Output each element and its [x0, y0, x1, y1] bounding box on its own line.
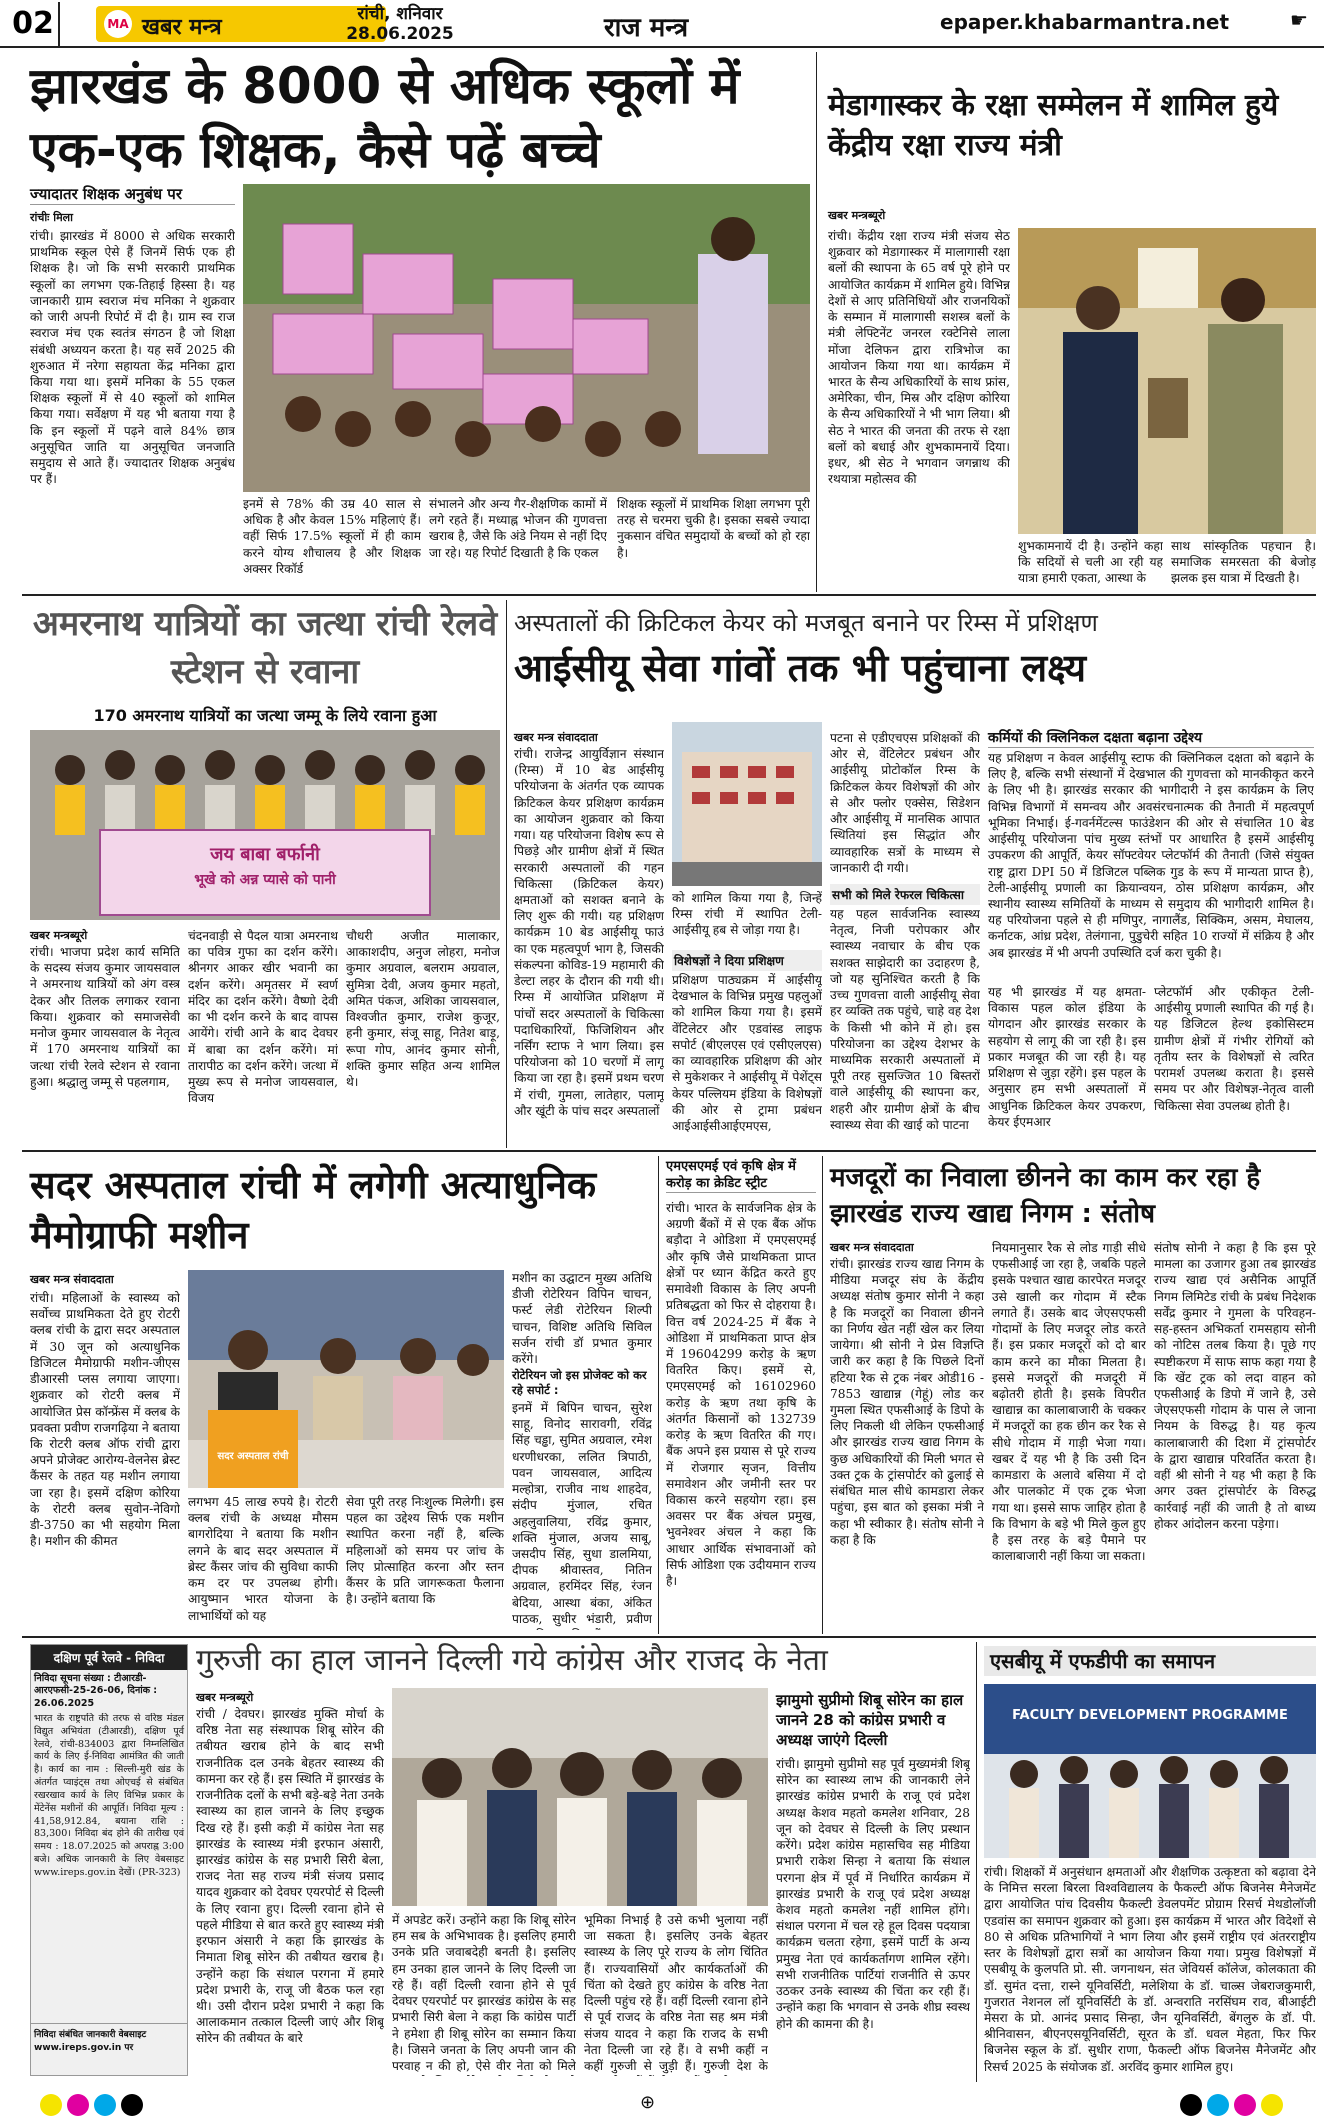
byline-food-corporation: खबर मन्त्र संवाददाता: [830, 1241, 914, 1254]
byline-amarnath: खबर मन्त्रब्यूरो: [30, 929, 88, 942]
byline-mammography: खबर मन्त्र संवाददाता: [30, 1273, 114, 1286]
column-divider: [976, 1642, 977, 2082]
tender-body: भारत के राष्ट्रपति की तरफ से वरिष्ठ मंडल विद्युत अभियंता (टीआरडी), दक्षिण पूर्व रेलवे, रांची-834003 द्वारा निम्नलिखित कार्य के लिए ई-निविदा आमंत्रित की जाती है। कार्य का नाम : सिल्ली-मुरी खंड के अंतर्गत प्वाइंट्स तथा ओएचई से संबंधित रखरखाव कार्य के लिए विभिन्न प्रकार के मेंटेनेंस मशीनों की आपूर्ति। निविदा मूल्य : 41,58,912.84, बयाना राशि : 83,300। निविदा बंद होने की तारीख एवं समय : 18.07.2025 को अपराह्न 3:00 बजे। अधिक जानकारी के लिए वेबसाइट www.ireps.gov.in देखें। (PR-323): [34, 1713, 184, 1878]
story-sbu-fdp: रांची। शिक्षकों में अनुसंधान क्षमताओं और शैक्षणिक उत्कृष्टता को बढ़ावा देने के निमित्त सरला बिरला विश्वविद्यालय के फैकल्टी ऑफ बिजनेस मैनेजमेंट द्वारा आयोजित पांच दिवसीय फैकल्टी डेवलपमेंट प्रोग्राम रिसर्च मेथडोलॉजी एडवांस का समापन शुक्रवार को हुआ। इस कार्यक्रम में भारत और विदेशों से 80 से अधिक प्रतिभागियों ने भाग लिया और इसमें राष्ट्रीय एवं अंतरराष्ट्रीय स्तर के विशेषज्ञों द्वारा सत्रों का आयोजन किया गया। प्रमुख विशेषज्ञों में एसबीयू के कुलपति प्रो. सी. जगनाथन, संत जेवियर्स कॉलेज, कोलकाता की डॉ. सुमंत दत्ता, रास्ने यूनिवर्सिटी, मलेशिया के डॉ. चाल्र्स जेबराजकुमारी, गुजरात नेशनल लॉ यूनिवर्सिटी के डॉ. अन्वराति नरसिंघम राव, बीआईटी मेसरा के प्रो. आनंद प्रसाद सिन्हा, जैन यूनिवर्सिटी, बेंगलुरु के डॉ. पी. श्रीनिवासन, बीएनएसयूनिवर्सिटी, सूरत के डॉ. धवल मेहता, फिर फिर बिजनेस स्कूल के डॉ. सुधीर राणा, फैकल्टी ऑफ बिजनेस मैनेजमेंट और रिसर्च 2025 के संयोजक डॉ. अरविंद कुमार शामिल हुए।: [984, 1865, 1316, 2074]
overline-icu: अस्पतालों की क्रिटिकल केयर को मजबूत बनाने पर रिम्स में प्रशिक्षण: [514, 609, 1098, 637]
story-icu-col4b: यह भी झारखंड में यह क्षमता-विकास पहल कोल इंडिया के योगदान और झारखंड सरकार के सहयोग से लागू की जा रही है। इस प्रकार मजबूत की जा रही है। यह प्रशिक्षण से जुड़ा रहेंगे। इस पहल के अनुसार हम सभी अस्पतालों में आधुनिक क्रिटिकल केयर उपकरण, केयर ईएमआर: [988, 985, 1146, 1129]
headline-icu: आईसीयू सेवा गांवों तक भी पहुंचाना लक्ष्य: [514, 646, 1087, 690]
group-photo-illustration: [30, 730, 500, 920]
pointer-hand-icon: ☛: [1290, 8, 1308, 32]
story-madagascar-col1: रांची। केंद्रीय रक्षा राज्य मंत्री संजय सेठ शुक्रवार को मेडागास्कर में मालागासी रक्षा बलों की स्थापना के 65 वर्ष पूरे होने पर आयोजित कार्यक्रम में शामिल हुये। विभिन्न देशों से आए प्रतिनिधियों और राजनयिकों के सम्मान में मालागासी सशस्त्र बलों के मंत्री लेफ्टिनेंट जनरल रक्टेनिसे लाला मोंजा देलिफन द्वारा रात्रिभोज का आयोजन किया गया था। कार्यक्रम में भारत के सैन्य अधिकारियों के साथ फ्रांस, अमेरिका, चीन, मिस्र और दक्षिण कोरिया के सैन्य अधिकारियों ने भी भाग लिया। श्री सेठ ने भारत की जनता की तरफ से रक्षा बलों को बधाई और शुभकामनायें दिया। इधर, श्री सेठ ने भगवान जगन्नाथ की रथयात्रा महोत्सव की: [828, 229, 1010, 487]
subhead-icu-referral: सभी को मिले रेफरल चिकित्सा: [830, 884, 980, 905]
photo-madagascar-handshake: [1018, 228, 1316, 534]
story-guruji-col1: रांची / देवघर। झारखंड मुक्ति मोर्चा के वरिष्ठ नेता सह संस्थापक शिबू सोरेन की तबीयत खराब होने के बाद सभी राजनीतिक दल उनके बेहतर स्वास्थ्य की कामना कर रहे हैं। इस स्थिति में झारखंड के राजनीतिक दलों के सभी बड़े-बड़े नेता उनके स्वास्थ्य का हाल जानने के लिए इच्छुक दिख रहे हैं। इसी कड़ी में कांग्रेस नेता सह झारखंड के स्वास्थ्य मंत्री इरफान अंसारी, झारखंड कांग्रेस के सह प्रभारी सिरी बेला, राजद नेता सह राज्य मंत्री संजय प्रसाद यादव शुक्रवार को देवघर एयरपोर्ट से दिल्ली के लिए रवाना हुए। दिल्ली रवाना होने से पहले मीडिया से बात करते हुए स्वास्थ्य मंत्री इरफान अंसारी ने कहा कि झारखंड के निमाता शिबू सोरेन की तबीयत खराब है। उन्होंने कहा कि संथाल परगना में हमारे प्रदेश प्रभारी के, राजू जी बैठक फल रहा थी। उसी दौरान प्रदेश प्रभारी ने कहा कि आलाकमान तत्काल दिल्ली जाएं और शिबू सोरेन की तबीयत के बारे: [196, 1707, 384, 2046]
photo-sbu-event: [984, 1684, 1316, 1858]
section-rule: [22, 1150, 1316, 1152]
headline-sbu-fdp: एसबीयू में एफडीपी का समापन: [984, 1646, 1316, 1676]
story-madagascar-col2: शुभकामनायें दी है। उन्होंने कहा कि सदियों से चली आ रही यह यात्रा हमारी एकता, आस्था के: [1018, 539, 1163, 586]
story-schools-col4: शिक्षक स्कूलों में प्राथमिक शिक्षा लगभग पूरी तरह से चरमरा चुकी है। इसका सबसे ज्यादा नुकसान वंचित समुदायों के बच्चों को हो रहा है।: [617, 497, 810, 560]
headline-schools: झारखंड के 8000 से अधिक स्कूलों में एक-एक शिक्षक, कैसे पढ़ें बच्चे: [30, 57, 740, 179]
handshake-photo-illustration: [1018, 228, 1316, 534]
section-rule: [22, 594, 1316, 596]
story-bank: रांची। भारत के सार्वजनिक क्षेत्र के अग्रणी बैंकों में से एक बैंक ऑफ बड़ौदा ने ओडिशा में एमएसएमई और कृषि जैसे प्राथमिकता प्राप्त क्षेत्रों पर ध्यान केंद्रित करते हुए समावेशी विकास के लिए अपनी प्रतिबद्धता को फिर से दोहराया है। वित्त वर्ष 2024-25 में बैंक ने ओडिशा में प्राथमिकता प्राप्त क्षेत्र में 19604299 करोड़ के ऋण वितरित किए। इसमें से, एमएसएमई को 16102960 करोड़ के ऋण तथा कृषि के अंतर्गत किसानों को 132739 करोड़ के ऋण वितरित की गए। बैंक अपने इस प्रयास से पूरे राज्य में रोजगार सृजन, वित्तीय समावेशन और जमीनी स्तर पर विकास करने सहयोग रहा। इस अवसर पर बैंक अंचल प्रमुख, भुवनेश्वर अंचल ने कहा कि आधार आर्थिक संभावनाओं को सिर्फ ओडिशा एक उदीयमान राज्य है।: [666, 1201, 816, 1589]
story-amarnath-col2: चंदनवाड़ी से पैदल यात्रा अमरनाथ का पवित्र गुफा का दर्शन करेंगे। श्रीनगर आकर खीर भवानी का दर्शन करेंगे। अमृतसर में स्वर्ण मंदिर का दर्शन करेंगे। वैष्णो देवी का भी दर्शन करने के बाद वापस आयेंगे। रांची आने के बाद देवघर में बाबा का दर्शन करेंगे। मां तारापीठ का दर्शन करेंगे। जत्था में मुख्य रूप से मनोज जायसवाल, विजय: [188, 929, 338, 1106]
section-name: राज मन्त्र: [604, 13, 689, 43]
column-divider: [822, 1156, 823, 1634]
story-icu-col4c: प्लेटफॉर्म और एकीकृत टेली-आईसीयू प्रणाली स्थापित की गई है। यह डिजिटल हेल्थ इकोसिस्टम ग्रामीण क्षेत्रों में गंभीर रोगियों को तृतीय स्तर के विशेषज्ञों से त्वरित परामर्श उपलब्ध कराता है। इससे समय पर और विशेषज्ञ-नेतृत्व वाली चिकित्सा सेवा उपलब्ध होती है।: [1154, 985, 1314, 1113]
epaper-link[interactable]: epaper.khabarmantra.net: [940, 10, 1230, 34]
section-rule: [22, 1636, 1316, 1638]
brand-logo: MA: [104, 10, 132, 38]
subhead-icu-training: विशेषज्ञों ने दिया प्रशिक्षण: [672, 950, 822, 971]
byline-guruji: खबर मन्त्रब्यूरो: [196, 1691, 254, 1704]
issue-city-day: रांची, शनिवार: [357, 4, 443, 24]
story-congress-delhi: रांची। झामुमो सुप्रीमो सह पूर्व मुख्यमंत्री शिबू सोरेन का स्वास्थ्य लाभ की जानकारी लेने झारखंड कांग्रेस प्रभारी के राजू एवं प्रदेश अध्यक्ष केशव महतो कमलेश शनिवार, 28 जून को देवघर से दिल्ली के लिए प्रस्थान करेंगे। प्रदेश कांग्रेस महासचिव सह मीडिया प्रभारी राकेश सिन्हा ने बताया कि संथाल परगना क्षेत्र में पूर्व में निर्धारित कार्यक्रम में झारखंड प्रभारी के राजू एवं प्रदेश अध्यक्ष केशव महतो कमलेश नहीं शामिल होंगे। संथाल परगना में चल रहे हूल दिवस पदयात्रा कार्यक्रम चलता रहेगा, इसमें पार्टी के अन्य प्रमुख नेता एवं कार्यकर्तागण शामिल रहेंगे। सभी राजनीतिक पार्टियां राजनीति से ऊपर उठकर उनके स्वास्थ्य की चिंता कर रही हैं। उन्होंने कहा कि भगवान से उनके शीघ्र स्वस्थ होने की कामना की है।: [776, 1757, 970, 2031]
story-mammography-col4: मशीन का उद्घाटन मुख्य अतिथि डीजी रोटेरियन विपिन चाचन, फर्स्ट लेडी रोटेरियन शिल्पी चाचन, विशिष्ट अतिथि सिविल सर्जन रांची डॉ प्रभात कुमार करेंगे।: [512, 1271, 652, 1366]
story-food-col3: संतोष सोनी ने कहा है कि इस पूरे मामला का उजागर हुआ तब झारखंड राज्य खाद्य एवं असैनिक आपूर्ति निगम लिमिटेड रांची के प्रबंध निदेशक सर्वेंद्र कुमार ने गुमला के परिवहन-सह-हस्तन अभिकर्ता रामसहाय सोनी को नोटिस तलब किया है। पूछे गए स्पष्टीकरण में साफ साफ कहा गया है कि खेंट ट्रक को लदा वाहन को एफसीआई के डिपो में जाने है, उसे जेएसएफसी गोदाम के पास ले जाना नियम के विरुद्ध है। यह कृत्य कालाबाजारी की दिशा में ट्रांसपोर्टर के द्वारा खाद्यान्न परिवर्तित करता है। वहीं श्री सोनी ने यह भी कहा है कि अगर उक्त ट्रांसपोर्टर के विरुद्ध कार्रवाई नहीं की जाती है तो बाध्य होकर आंदोलन करना पड़ेगा।: [1154, 1241, 1316, 1531]
byline-schools: रांचीः मिला: [30, 211, 73, 224]
tender-title: दक्षिण पूर्व रेलवे - निविदा: [31, 1645, 187, 1670]
subhead-amarnath: 170 अमरनाथ यात्रियों का जत्था जम्मू के लिये रवाना हुआ: [93, 706, 437, 725]
photo-leaders-airport: [392, 1688, 768, 1906]
leaders-photo-illustration: [392, 1688, 768, 1906]
story-icu-col3: पटना से एडीएचएस प्रशिक्षकों की ओर से, वेंटिलेटर प्रबंधन और आईसीयू प्रोटोकॉल रिम्स के क्रिटिकल केयर विशेषज्ञों की ओर से और फ्लोर एक्सेस, सिडेशन और आईसीयू में मानसिक आपात स्थितियां इस सिद्धांत और व्यावहारिक सत्रों के माध्यम से जानकारी दी गयी।: [830, 731, 980, 875]
brand-name: खबर मन्त्र: [142, 15, 222, 40]
print-color-bar: [0, 2086, 1324, 2125]
building-photo-illustration: [672, 722, 822, 886]
podium-sign: सदर अस्पताल रांची: [217, 1451, 289, 1462]
tender-footer: निविदा संबंधित जानकारी वेबसाइट www.ireps.gov.in पर: [31, 2023, 187, 2056]
story-guruji-col2: में अपडेट करें। उन्होंने कहा कि शिबू सोरेन हम सब के अभिभावक है। इसलिए हमारी उनके प्रति जवाबदेही बनती है। इसलिए हम उनका हाल जानने के लिए दिल्ली जा रहे हैं। वहीं दिल्ली रवाना होने से पूर्व देवघर एयरपोर्ट पर झारखंड कांग्रेस के सह प्रभारी सिरी बेला ने कहा कि कांग्रेस पार्टी ने हमेशा ही शिबू सोरेन का सम्मान किया है। जिसने जनता के लिए अपनी जान की परवाह न की हो, ऐसे वीर नेता को मिले: [392, 1913, 576, 2073]
story-madagascar-col3: साथ सांस्कृतिक पहचान है। समाजिक समरसता की बेजोड़ झलक इस यात्रा में दिखती है।: [1171, 539, 1316, 586]
headline-guruji: गुरुजी का हाल जानने दिल्ली गये कांग्रेस और राजद के नेता: [196, 1643, 828, 1678]
subhead-icu-clinical: कर्मियों की क्लिनिकल दक्षता बढ़ाना उद्देश्य: [988, 728, 1314, 748]
kicker-bank: एमएसएमई एवं कृषि क्षेत्र में करोड़ का क्रेडिट स्ट्रीट: [666, 1158, 816, 1193]
headline-food-corporation: मजदूरों का निवाला छीनने का काम कर रहा है झारखंड राज्य खाद्य निगम : संतोष: [830, 1163, 1261, 1229]
story-mammography-col2: लगभग 45 लाख रुपये है। रोटरी क्लब रांची के अध्यक्ष मौसम बागरोदिया ने बताया कि मशीन लगने के बाद सदर अस्पताल में ब्रेस्ट कैंसर जांच की सुविधा काफी कम दर पर उपलब्ध होगी। आयुष्मान भारत योजना के लाभार्थियों को यह: [188, 1495, 338, 1623]
column-divider: [816, 52, 817, 592]
column-divider: [506, 600, 507, 1148]
event-backdrop-text: FACULTY DEVELOPMENT PROGRAMME: [1012, 1708, 1288, 1723]
color-swatches-right: [1180, 2094, 1283, 2120]
byline-icu: खबर मन्त्र संवाददाता: [514, 731, 598, 744]
headline-amarnath: अमरनाथ यात्रियों का जत्था रांची रेलवे स्टेशन से रवाना: [32, 604, 498, 692]
kicker-schools: ज्यादातर शिक्षक अनुबंध पर: [30, 184, 235, 205]
story-schools-col1: रांची। झारखंड में 8000 से अधिक सरकारी प्राथमिक स्कूल ऐसे हैं जिनमें सिर्फ एक ही शिक्षक है। जो कि सभी सरकारी प्राथमिक स्कूलों का लगभग एक-तिहाई हिस्सा है। यह जानकारी ग्राम स्वराज मंच मनिका ने शुक्रवार को जारी अपनी रिपोर्ट में दी है। ग्राम स्व राज स्वराज मंच एक स्वतंत्र संगठन है जो शिक्षा संबंधी अध्ययन करता है। यह सर्वे 2025 की शुरुआत में नरेगा सहायता केंद्र मनिका द्वारा किया गया था। इसमें मनिका के 55 एकल शिक्षक स्कूलों में से 40 स्कूलों को शामिल किया गया। सर्वेक्षण में यह भी बताया गया है कि इन स्कूलों में पढ़ने वाले 84% छात्र अनुसूचित जाति या अनुसूचित जनजाति समुदाय से आते हैं। ज्यादातर शिक्षक अनुबंध पर हैं।: [30, 229, 235, 487]
story-mammography-col4b: इनमें में बिपिन चाचन, सुरेश साहू, विनोद सारावगी, रविंद्र सिंह चड्ढा, सुमित अग्रवाल, रमेश धरणीधरका, ललित त्रिपाठी, पवन जायसवाल, आदित्य मल्होत्रा, राजीव नाथ शाहदेव, संदीप मुंजाल, रचित अहलुवालिया, रविंद्र कुमार, शक्ति मुंजाल, अजय साबू, जसदीप सिंह, सुधा डालमिया, दीपक श्रीवास्तव, नितिन अग्रवाल, हरमिंदर सिंह, रंजन बेदिया, आस्था बंका, अंकित पाठक, सुधीर भंडारी, प्रवीण: [512, 1401, 652, 1626]
story-amarnath-col1: रांची। भाजपा प्रदेश कार्य समिति के सदस्य संजय कुमार जायसवाल ने अमरनाथ यात्रियों को अंग वस्त्र देकर और तिलक लगाकर रवाना किया। शुक्रवार को समाजसेवी मनोज कुमार जायसवाल के नेतृत्व में 170 अमरनाथ यात्रियों का जत्था रांची रेलवे स्टेशन से रवाना हुआ। श्रद्धालु जम्मू से पहलगाम,: [30, 945, 180, 1089]
story-food-col1: रांची। झारखंड राज्य खाद्य निगम के मीडिया मजदूर संघ के केंद्रीय अध्यक्ष संतोष कुमार सोनी ने कहा है कि मजदूरों का निवाला छीनने का निर्णय खेत नहीं खेल कर लिया जायेगा। श्री सोनी ने प्रेस विज्ञप्ति जारी कर कहा है कि पिछले दिनों हटिया रैक से ट्रक नंबर ओडी16 - 7853 खाद्यान्न (गेहूं) लोड कर गुमला स्थित एफसीआई के डिपो के लिए निकली थी लेकिन एफसीआई और झारखंड राज्य खाद्य निगम के कुछ अधिकारियों की मिली भगत से उक्त ट्रक के ट्रांसपोर्टर को ढुलाई से संबंधित माल सीधे कामडारा लेकर पहुंचा, इस बात को इसका मंत्री ने कहा भी स्वीकार है। संतोष सोनी ने कहा है कि: [830, 1257, 984, 1547]
byline-madagascar: खबर मन्त्रब्यूरो: [828, 209, 886, 222]
photo-amarnath-group: [30, 730, 500, 920]
headline-madagascar: मेडागास्कर के रक्षा सम्मेलन में शामिल हुये केंद्रीय रक्षा राज्य मंत्री: [828, 88, 1279, 163]
story-icu-col4: यह प्रशिक्षण न केवल आईसीयू स्टाफ की क्लिनिकल दक्षता को बढ़ाने के लिए है, बल्कि सभी संस्थानों में देखभाल की गुणवत्ता को मानकीकृत करने के लिए भी है। झारखंड सरकार की भागीदारी ने इस कार्यक्रम के लिए विभिन्न विभागों में समन्वय और अवसंरचनात्मक की तैनाती में महत्वपूर्ण भूमिका निभाई। ई-गवर्नमेंटल्स फाउंडेशन की ओर से संचालित 10 बेड आईसीयू परियोजना पांच मुख्य स्तंभों पर आधारित है इसमें आईसीयू उपकरण की आपूर्ति, केयर सॉफ्टवेयर प्लेटफॉर्म की तैनाती (जिसे संयुक्त राष्ट्र द्वारा DPI 50 में डिजिटल पब्लिक गुड के रूप में मान्यता प्राप्त है), टेली-आईसीयू प्रणाली का क्रियान्वयन, ठोस प्रशिक्षण कार्यक्रम, और स्थानीय स्वास्थ्य समितियों के माध्यम से समुदाय की भागीदारी शामिल है। यह परियोजना पहले से ही मणिपुर, नागालैंड, सिक्किम, असम, मेघालय, कर्नाटक, आंध्र प्रदेश, तेलंगाना, पुडुचेरी सहित 10 राज्यों में संक्रिय है और अब झारखंड में भी अपनी उपस्थिति दर्ज करा चुकी है।: [988, 751, 1314, 960]
photo-rims-building: [672, 722, 822, 886]
story-mammography-col1: रांची। महिलाओं के स्वास्थ्य को सर्वोच्च प्राथमिकता देते हुए रोटरी क्लब रांची के द्वारा सदर अस्पताल में 30 जून को अत्याधुनिक डिजिटल मैमोग्राफी मशीन-जीएस डीआरसी प्लस लगाया जाएगा। शुक्रवार को रोटरी क्लब में आयोजित प्रेस कॉन्फ्रेंस में क्लब के प्रवक्ता प्रवीण राजगढ़िया ने बताया कि रोटरी क्लब ऑफ रांची द्वारा अपने प्रोजेक्ट आरोग्य-वेलनेस ब्रेस्ट कैंसर के तहत यह मशीन लगाया जा रहा है। इसमें दक्षिण कोरिया के रोटरी क्लब सुवोन-नेविगो डी-3750 का भी सहयोग मिला है। मशीन की कीमत: [30, 1291, 180, 1549]
tender-notice-box: [30, 1644, 188, 2076]
issue-date: [330, 4, 470, 44]
headline-mammography: सदर अस्पताल रांची में लगेगी अत्याधुनिक मैमोग्राफी मशीन: [30, 1163, 597, 1257]
banner-text-line1: जय बाबा बर्फानी: [210, 844, 320, 865]
issue-date-value: 28.06.2025: [346, 24, 454, 44]
page-number: 02: [8, 2, 60, 46]
banner-text-line2: भूखे को अन्न प्यासे को पानी: [194, 872, 336, 888]
color-swatches-left: [40, 2094, 143, 2120]
story-amarnath-col3: चौधरी अजीत मालाकार, आकाशदीप, अनुज लोहरा, मनोज कुमार अग्रवाल, बलराम अग्रवाल, सुमित्रा देवी, अजय कुमार महतो, अमित पंकज, अशिका जायसवाल, विश्वजीत कुमार, राजेश कुजूर, हनी कुमार, संजू साहू, नितेश बाड़ू, रूपा गोप, आनंद कुमार सोनी, शक्ति कुमार सहित अन्य शामिल थे।: [346, 929, 500, 1089]
column-divider: [658, 1156, 659, 1634]
story-schools-col3: संभालने और अन्य गैर-शैक्षणिक कामों में लगे रहते हैं। मध्याह्न भोजन की गुणवत्ता खराब है, जैसे कि अंडे नियम से नहीं दिए जा रहे। यह रिपोर्ट दिखाती है कि एकल: [429, 497, 607, 560]
masthead: [0, 0, 1324, 48]
story-icu-col3b: यह पहल सार्वजनिक स्वास्थ्य नेतृत्व, निजी परोपकार और स्वास्थ्य नवाचार के बीच एक सशक्त साझेदारी का उदाहरण है, जो यह सुनिश्चित करती है कि उच्च गुणवत्ता वाली आईसीयू सेवा हर व्यक्ति तक पहुंचे, चाहे वह देश के किसी भी कोने में हो। इस परियोजना का उद्देश्य देशभर के माध्यमिक सरकारी अस्पतालों में पूरी तरह सुसज्जित 10 बिस्तरों वाले आईसीयू की स्थापना कर, शहरी और ग्रामीण क्षेत्रों के बीच स्वास्थ्य सेवा की खाई को पाटना: [830, 907, 980, 1132]
crowd-photo-illustration: [243, 184, 810, 492]
photo-press-conference: [188, 1270, 504, 1488]
registration-mark-icon: ⊕: [640, 2092, 656, 2113]
story-guruji-col3: भूमिका निभाई है उसे कभी भुलाया नहीं जा सकता है। इसलिए उनके बेहतर स्वास्थ्य के लिए पूरे राज्य के लोग चिंतित हैं। राज्यवासियों और कार्यकर्ताओं की चिंता को देखते हुए कांग्रेस के वरिष्ठ नेता दिल्ली पहुंच रहे हैं। वहीं दिल्ली रवाना होने से पूर्व राजद के वरिष्ठ नेता सह श्रम मंत्री संजय यादव ने कहा कि राजद के सभी नेता दिल्ली जा रहे हैं। वे सभी कहीं न कहीं गुरुजी से जुड़ी हैं। गुरुजी देश के: [584, 1913, 768, 2073]
story-food-col2: नियमानुसार रैक से लोड गाड़ी सीधे एफसीआई जा रहा है, जबकि पहले इसके पश्चात खाद्य कारपेरत मजदूर उसे खाली कर गोदाम में स्टैक लगाते हैं। उसके बाद जेएसएफसी गोदामों के लिए मजदूर लोड करते हैं। इस प्रकार मजदूरों को दो बार काम करने का मौका मिलता है। इससे मजदूरों की मजदूरी में बढ़ोतरी होती है। इसके विपरीत खाद्यान्न का कालाबाजारी के चक्कर में मजदूरों का हक छीन कर रैक से सीधे गोदाम में गाड़ी भेजा गया। खबर दें यह भी है कि उसी दिन कामडारा के अलावे बसिया में दो और पालकोट में एक ट्रक भेजा गया था। इससे साफ जाहिर होता है कि विभाग के बड़े भी मिले कुल हुए है इस तरह के बड़े पैमाने पर कालाबाजारी नहीं किया जा सकता।: [992, 1241, 1146, 1564]
photo-schools-protest: [243, 184, 810, 492]
headline-congress-delhi: झामुमो सुप्रीमो शिबू सोरेन का हाल जानने 28 को कांग्रेस प्रभारी व अध्यक्ष जाएंगे दिल्ली: [776, 1691, 964, 1749]
story-mammography-col3: सेवा पूरी तरह निःशुल्क मिलेगी। इस पहल का उद्देश्य सिर्फ एक मशीन स्थापित करना नहीं है, बल्कि महिलाओं को समय पर जांच के लिए प्रोत्साहित करना और स्तन कैंसर के प्रति जागरूकता फैलाना है। उन्होंने बताया कि: [346, 1495, 504, 1607]
subhead-rotarians: रोटेरियन जो इस प्रोजेक्ट को कर रहे सपोर्ट :: [512, 1368, 647, 1397]
story-icu-col1: रांची। राजेन्द्र आयुर्विज्ञान संस्थान (रिम्स) में 10 बेड आईसीयू परियोजना के अंतर्गत एक व्यापक क्रिटिकल केयर प्रशिक्षण कार्यक्रम का आयोजन शुक्रवार को किया गया। यह परियोजना विशेष रूप से पिछड़े और ग्रामीण क्षेत्रों में स्थित सरकारी अस्पतालों की गहन चिकित्सा (क्रिटिकल केयर) क्षमताओं को सशक्त बनाने के लिए शुरू की गयी। यह प्रशिक्षण कार्यक्रम 10 बेड आईसीयू फाउं का एक महत्वपूर्ण भाग है, जिसकी संकल्पना कोविड-19 महामारी की डेल्टा लहर के दौरान की गयी थी। रिम्स में आयोजित प्रशिक्षण में पांचों सदर अस्पतालों के चिकित्सा पदाधिकारियों, फिजिशियन और नर्सिंग स्टाफ ने भाग लिया। इस परियोजना को 10 चरणों में लागू किया जा रहा है। इसमें प्रथम चरण में रांची, गुमला, लातेहार, पलामू और खूंटी के पांच सदर अस्पतालों: [514, 747, 664, 1118]
story-icu-col2: को शामिल किया गया है, जिन्हें रिम्स रांची में स्थापित टेली-आईसीयू हब से जोड़ा गया है।: [672, 891, 822, 938]
tender-subtitle: निविदा सूचना संख्या : टीआरडी-आरएफसी-25-26-06, दिनांक : 26.06.2025: [34, 1673, 158, 1709]
story-icu-col2b: प्रशिक्षण पाठ्यक्रम में आईसीयू देखभाल के विभिन्न प्रमुख पहलुओं को शामिल किया गया है। इसमें वेंटिलेटर और एडवांस्ड लाइफ सपोर्ट (बीएलएस एवं एसीएलएस) का व्यावहारिक प्रशिक्षण की ओर से मुकेशकर ने आईसीयू में पेशेंट्स केयर पल्लियम इंडिया के विशेषज्ञों की ओर से ट्रामा प्रबंधन आईआईसीआईएमएस,: [672, 973, 822, 1133]
story-schools-col2: इनमें से 78% की उम्र 40 साल से अधिक है और केवल 15% महिलाएं हैं। वहीं सिर्फ 17.5% स्कूलों में ही काम करने योग्य शौचालय है और शिक्षक अक्सर रिकॉर्ड: [243, 497, 421, 576]
